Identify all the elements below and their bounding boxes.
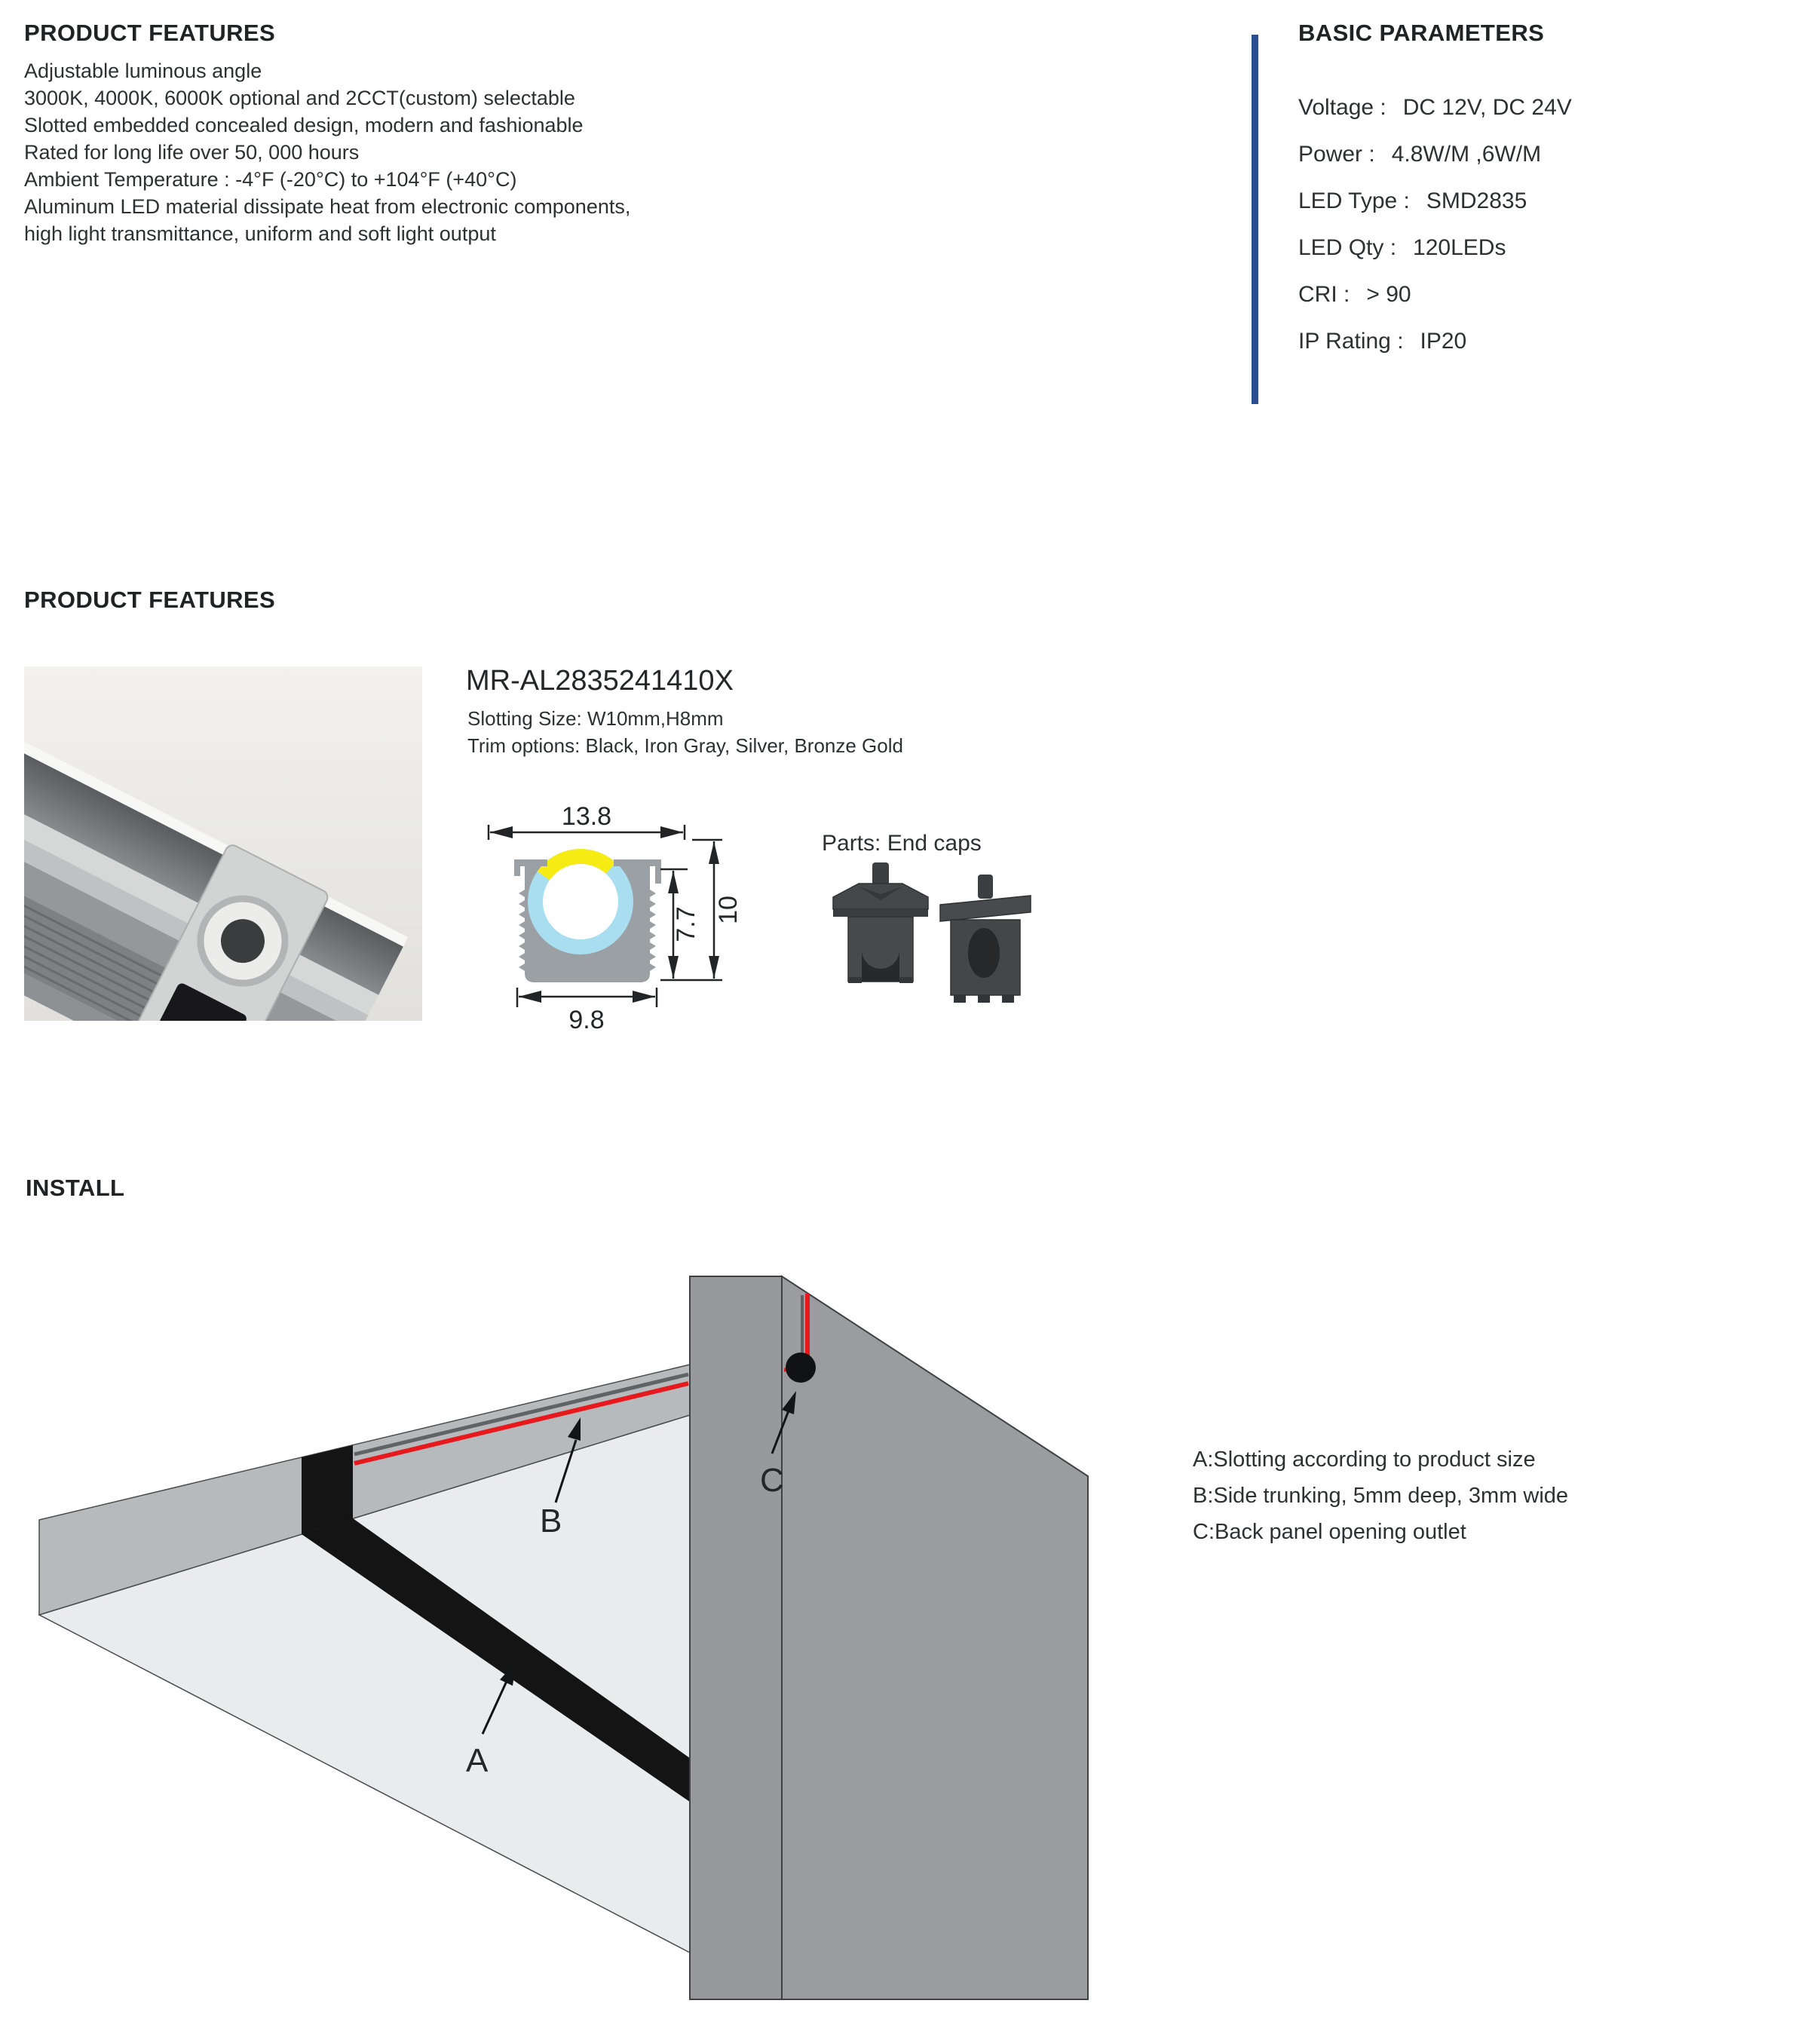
feature-line: Adjustable luminous angle <box>24 60 262 82</box>
dim-top-width-label: 13.8 <box>561 802 612 831</box>
dim-arrow-down-icon <box>709 956 719 979</box>
dim-arrow-down-icon <box>668 956 679 979</box>
param-label: Voltage : <box>1298 95 1386 120</box>
feature-line: Aluminum LED material dissipate heat from electronic components, <box>24 195 631 218</box>
accent-divider-bar <box>1252 35 1258 404</box>
param-value: DC 12V, DC 24V <box>1402 95 1572 120</box>
back-panel-side-face <box>782 1276 1088 1999</box>
dim-arrow-up-icon <box>668 871 679 893</box>
legend-line-c: C:Back panel opening outlet <box>1193 1520 1466 1544</box>
diffuser-core <box>543 864 618 939</box>
slotting-size: Slotting Size: W10mm,H8mm <box>467 707 724 730</box>
install-legend <box>1193 1441 1568 1550</box>
param-row <box>1298 271 1572 318</box>
param-label: IP Rating : <box>1298 329 1404 354</box>
basic-parameters-list <box>1298 84 1572 365</box>
parts-label: Parts: End caps <box>822 831 982 856</box>
dim-arrow-left-icon <box>490 826 513 838</box>
trim-options: Trim options: Black, Iron Gray, Silver, Bronze Gold <box>467 734 903 757</box>
point-label-a: A <box>466 1742 489 1779</box>
product-section-heading: PRODUCT FEATURES <box>24 587 276 613</box>
dim-arrow-right-icon <box>660 826 683 838</box>
dim-inner-height-label: 7.7 <box>672 906 700 942</box>
back-panel-front-face <box>690 1276 782 1999</box>
feature-line: Ambient Temperature : -4°F (-20°C) to +104°F (+40°C) <box>24 168 517 191</box>
param-row <box>1298 318 1572 365</box>
feature-line: 3000K, 4000K, 6000K optional and 2CCT(custom) selectable <box>24 87 575 109</box>
cross-section-drawing <box>460 784 761 1040</box>
param-label: Power : <box>1298 142 1375 167</box>
param-value: > 90 <box>1366 282 1411 307</box>
param-value: SMD2835 <box>1426 188 1527 213</box>
dim-bottom-width-label: 9.8 <box>568 1006 605 1034</box>
end-cap-left <box>833 862 928 983</box>
feature-line: Rated for long life over 50, 000 hours <box>24 141 360 164</box>
dim-arrow-right-icon <box>633 991 655 1003</box>
model-number: MR-AL2835241410X <box>466 665 734 697</box>
dim-outer-height-label: 10 <box>714 896 743 924</box>
point-label-b: B <box>540 1503 562 1539</box>
param-label: LED Type : <box>1298 188 1410 213</box>
outlet-hole-c <box>786 1353 816 1383</box>
point-label-c: C <box>760 1462 784 1499</box>
legend-line-b: B:Side trunking, 5mm deep, 3mm wide <box>1193 1484 1569 1508</box>
param-row <box>1298 131 1572 178</box>
param-value: 120LEDs <box>1413 235 1506 260</box>
param-label: CRI : <box>1298 282 1350 307</box>
features-list <box>24 57 630 247</box>
feature-line: Slotted embedded concealed design, modern and fashionable <box>24 114 584 136</box>
install-diagram <box>23 1251 1108 2028</box>
param-label: LED Qty : <box>1298 235 1397 260</box>
feature-line: high light transmittance, uniform and soft light output <box>24 222 496 245</box>
basic-parameters-heading: BASIC PARAMETERS <box>1298 20 1545 46</box>
param-row <box>1298 225 1572 271</box>
install-heading: INSTALL <box>26 1175 125 1201</box>
dim-arrow-left-icon <box>519 991 541 1003</box>
legend-line-a: A:Slotting according to product size <box>1193 1447 1536 1472</box>
product-photo <box>24 666 422 1021</box>
param-row <box>1298 84 1572 131</box>
param-value: IP20 <box>1420 329 1467 354</box>
end-caps-photo <box>818 861 1044 1016</box>
features-heading: PRODUCT FEATURES <box>24 20 276 46</box>
param-value: 4.8W/M ,6W/M <box>1391 142 1542 167</box>
param-row <box>1298 178 1572 225</box>
end-cap-right <box>940 875 1031 1003</box>
dim-arrow-up-icon <box>709 841 719 864</box>
